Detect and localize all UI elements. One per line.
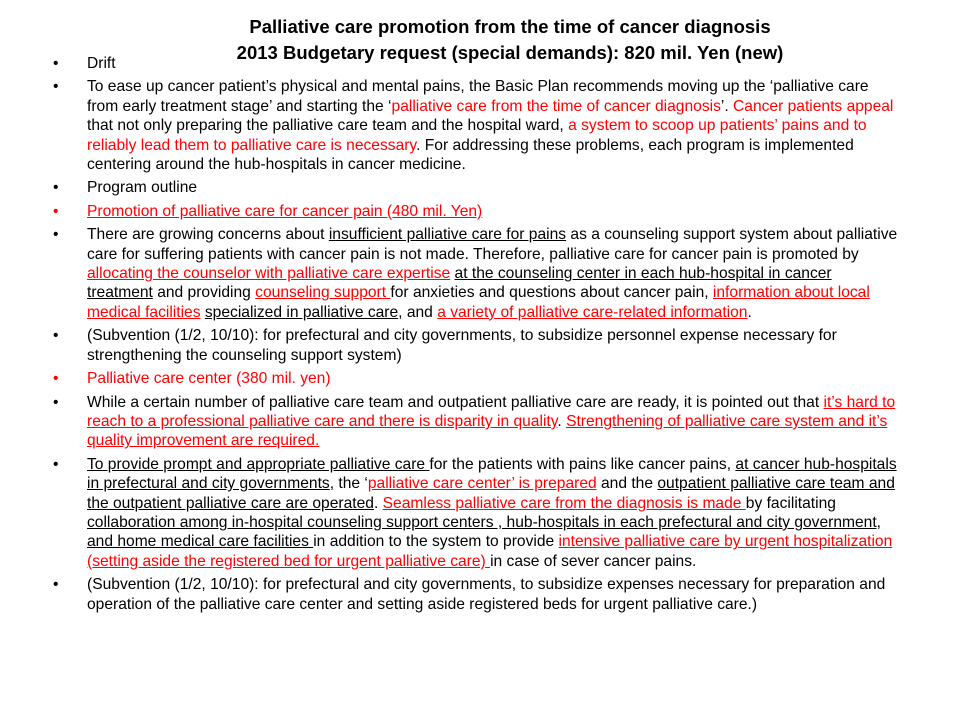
center-detail-text: . — [373, 494, 383, 512]
center-detail-text: in case of sever cancer pains. — [490, 552, 697, 570]
basic-plan-text: that not only preparing the palliative care team and the hospital ward, — [87, 117, 569, 135]
center-detail-underline: To provide prompt and appropriate palliative care — [87, 455, 430, 473]
bullet-subvention-2 — [50, 575, 900, 614]
bullet-basic-plan — [50, 77, 900, 174]
bullet-program-outline — [50, 178, 900, 197]
title-line-1: Palliative care promotion from the time of cancer diagnosis — [249, 16, 771, 37]
bullet-center-heading — [50, 369, 900, 388]
center-detail-underline-collaboration: collaboration among in-hospital counseling support centers , hub-hospitals in each prefectural and city government, and home medical care facilities — [87, 513, 882, 551]
center-context-highlight-disparity: it’s hard to reach to a professional palliative care and there is disparity in quality — [87, 393, 896, 430]
cancer-pain-highlight-facilities: information about local medical facilities — [87, 284, 870, 321]
bullet-cancer-pain-detail — [50, 225, 900, 322]
center-detail-highlight-seamless: Seamless palliative care from the diagnosis is made — [382, 494, 746, 512]
center-detail-text: , the ‘ — [329, 475, 368, 493]
cancer-pain-highlight-information: a variety of palliative care-related information — [437, 303, 748, 321]
cancer-pain-highlight-counseling: counseling support — [255, 284, 391, 302]
bullet-center-context — [50, 393, 900, 451]
cancer-pain-underline-specialized: specialized in palliative care — [204, 303, 399, 321]
basic-plan-highlight-system: a system to scoop up patients’ pains and to reliably lead them to palliative care is necessary — [87, 117, 867, 154]
center-detail-text: in addition to the system to provide — [313, 533, 559, 551]
bullet-center-detail — [50, 455, 900, 571]
bullet-list — [50, 54, 900, 618]
center-context-highlight-strengthening: Strengthening of palliative care system and it’s quality improvement are required. — [87, 412, 888, 450]
cancer-pain-text: and providing — [152, 284, 256, 302]
cancer-pain-text: as a counseling support system about palliative care for suffering patients with cancer pain is not made. Therefore, palliative care for cancer pain is promoted by — [87, 226, 898, 263]
program-outline-text: Program outline — [87, 179, 198, 197]
basic-plan-highlight-appeal: Cancer patients appeal — [733, 97, 894, 115]
center-heading-text: Palliative care center (380 mil. yen) — [87, 370, 331, 388]
basic-plan-text: . For addressing these problems, each program is implemented centering around the hub-hospitals in cancer medicine. — [87, 136, 854, 174]
bullet-drift-text: Drift — [87, 55, 116, 72]
basic-plan-text: ’. — [720, 97, 734, 115]
basic-plan-text: To ease up cancer patient’s physical and mental pains, the Basic Plan recommends moving up the ‘palliative care from early treatment stage’ and starting the ‘ — [87, 78, 869, 115]
subvention-2-text: (Subvention (1/2, 10/10): for prefectural and city governments, to subsidize expenses necessary for preparation and operation of the palliative care center and setting aside registered beds for urgent palliative care.) — [87, 576, 886, 613]
cancer-pain-underline: insufficient palliative care for pains — [328, 226, 567, 244]
bullet-drift — [50, 54, 900, 73]
subvention-1-text: (Subvention (1/2, 10/10): for prefectural and city governments, to subsidize personnel expense necessary for strengthening the counseling support system) — [87, 327, 837, 364]
center-detail-underline-operated: outpatient palliative care team and the outpatient palliative care are operated — [87, 475, 895, 512]
cancer-pain-text: , and — [398, 303, 438, 321]
cancer-pain-text: , — [704, 284, 713, 302]
center-detail-highlight-prepared: palliative care center’ is prepared — [367, 475, 597, 493]
cancer-pain-underline-center: at the counseling center in each hub-hospital in cancer treatment — [87, 265, 832, 302]
title-line-2: 2013 Budgetary request (special demands): 820 mil. Yen (new) — [236, 42, 784, 63]
center-context-text: . — [557, 412, 567, 430]
center-detail-text: by facilitating — [745, 494, 836, 512]
cancer-pain-text: There are growing concerns about — [87, 226, 329, 244]
cancer-pain-text: for anxieties and questions about cancer pain — [390, 284, 705, 302]
center-detail-highlight-urgent: intensive palliative care by urgent hospitalization (setting aside the registered bed for urgent palliative care) — [87, 533, 893, 570]
center-detail-text: for the patients with pains like cancer pains, — [429, 455, 736, 473]
cancer-pain-highlight-counselor: allocating the counselor with palliative care expertise — [87, 265, 451, 283]
bullet-subvention-1 — [50, 326, 900, 365]
center-detail-text: and the — [596, 475, 658, 493]
cancer-pain-heading-text: Promotion of palliative care for cancer pain (480 mil. Yen) — [87, 202, 483, 220]
center-detail-underline-hubs: at cancer hub-hospitals in prefectural and city governments — [87, 455, 897, 493]
center-context-text: While a certain number of palliative care team and outpatient palliative care are ready, it is pointed out that — [87, 393, 824, 411]
cancer-pain-text: . — [747, 303, 752, 321]
bullet-cancer-pain-heading — [50, 202, 900, 221]
basic-plan-highlight-diagnosis: palliative care from the time of cancer diagnosis — [391, 97, 721, 115]
